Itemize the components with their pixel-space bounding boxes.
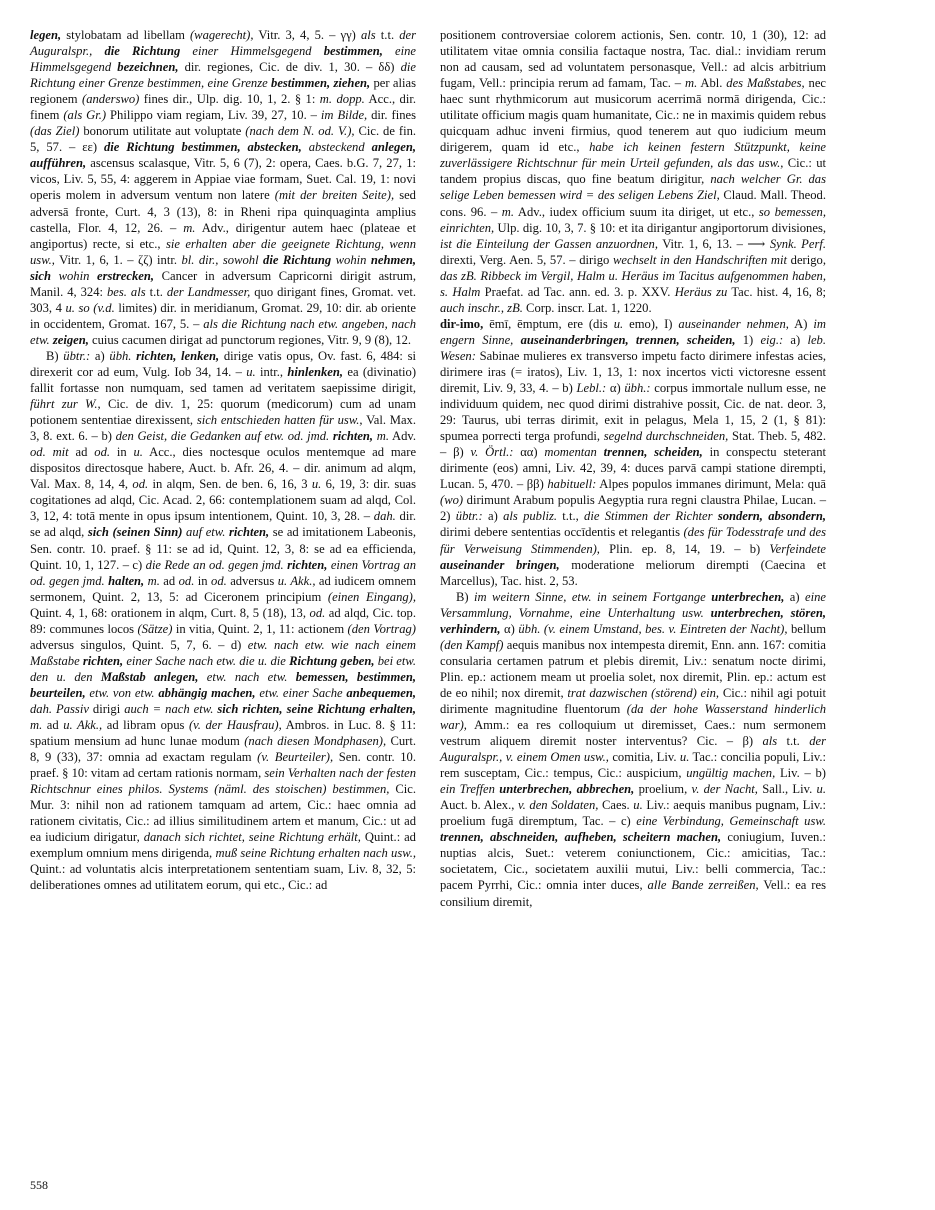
entry-paragraph-dirimo: dir-imo, ēmī, ēmptum, ere (dis u. emo), I) auseinander nehmen, A) im engern Sinne, auseinanderbringen, trennen, scheiden, 1) eig.: a) leb. Wesen: Sabinae mulieres ex transverso impetu facto dirimere infestas acies, dirimere iras (= iratos), Liv. 1, 13, 1: nox incertos victi victoresne essent diremit, Liv. 9, 33, 4. – b) Lebl.: α) übh.: corpus immortale nullum esse, ne individuum quidem, nec quod dirimi distrahive possit, Cic. de nat. deor. 3, 29: Taurus, ubi terras dirimit, exit in pelagus, Mela 1, 15, 2 (1, § 81): spumea porrecti terga profundi, segelnd durchschneiden, Stat. Theb. 5, 482. – β) v. Örtl.: αα) momentan trennen, scheiden, in conspectu steterant dirimente (eos) amni, Liv. 42, 39, 4: duces parvā campi statione dirempti, Lucan. 5, 470. – ββ) habituell: Alpes populos immanes dirimunt, Mela: quā (wo) dirimunt Arabum populis Aegyptia rura regni claustra Philae, Lucan. – 2) übtr.: a) als publiz. t.t., die Stimmen der Richter sondern, absondern, dirimi debere sententias occīdentis et relegantis (des für Todesstrafe und des für Verweisung Stimmenden), Plin. ep. 8, 14, 19. – b) Verfeindete auseinander bringen, moderatione meliorum dirempti (Caecina et Marcellus), Tac. hist. 2, 53. [440,316,827,588]
page-number: 558 [30,1178,48,1192]
entry-paragraph: legen, stylobatam ad libellam (wagerecht), Vitr. 3, 4, 5. – γγ) als t.t. der Auguralspr., die Richtung einer Himmelsgegend bestimmen, eine Himmelsgegend bezeichnen, dir. regiones, Cic. de div. 1, 30. – δδ) die Richtung einer Grenze bestimmen, eine Grenze bestimmen, ziehen, per alias regionem (anderswo) fines dir., Ulp. dig. 10, 1, 2. § 1: m. dopp. Acc., dir. finem (als Gr.) Philippo viam regiam, Liv. 39, 27, 10. – im Bilde, dir. fines (das Ziel) bonorum utilitate aut voluptate (nach dem N. od. V.), Cic. de fin. 5, 57. – εε) die Richtung bestimmen, abstecken, absteckend anlegen, aufführen, ascensus scalasque, Vitr. 5, 6 (7), 2: opera, Caes. b.G. 7, 27, 1: vicos, Liv. 5, 55, 4: aggerem in Appiae viae formam, Suet. Cal. 19, 1: novi operis molem in adversum ventum non latere (mit der breiten Seite), sed adversā fronte, Curt. 4, 3 (13), 8: in Rheni ripa quinquaginta amplius castella, Flor. 4, 12, 26. – m. Adv., dirigentur autem haec (plateae et angiportus) recte, si etc., sie erhalten aber die geeignete Richtung, wenn usw., Vitr. 1, 6, 1. – ζζ) intr. bl. dir., sowohl die Richtung wohin nehmen, sich wohin erstrecken, Cancer in adversum Capricorni dirigit astrum, Manil. 4, 324: bes. als t.t. der Landmesser, quo dirigant fines, Gromat. vet. 303, 4 u. so (v.d. limites) dir. in meridianum, Gromat. 29, 10: dir. ab oriente in occidentem, Gromat. 167, 5. – als die Richtung nach etw. angeben, nach etw. zeigen, cuius cacumen dirigat ad punctorum regiones, Vitr. 9, 9 (8), 12. [30,28,417,347]
entry-paragraph: positionem controversiae colorem actionis, Sen. contr. 10, 1 (30), 12: ad utilitatem vitae omnia consilia factaque nostra, Tac. dial.: invidiam rerum non ad causam, sed ad voluntatem personasque, Vell.: ad alcis arbitrium fugam, Vell.: principia rerum ad famam, Tac. – m. Abl. des Maßstabes, nec haec sunt rhythmicorum aut musicorum acerrimā normā dirigenda, Cic.: utilitate officium magis quam humanitate, Cic.: ne in maximis quidem rebus quicquam adhuc inveni firmius, quod tenerem aut quo iudicium meum dirigerem, quam id etc., habe ich keinen festern Stützpunkt, keine zuverlässigere Richtschnur für mein Urteil gefunden, als das usw., Cic.: ut tandem propius discas, quo fine beatum dirigitur, nach welcher Gr. das selige Leben bemessen wird = des seligen Lebens Ziel, Claud. Mall. Theod. cons. 96. – m. Adv., iudex officium suum ita diriget, ut etc., so bemessen, einrichten, Ulp. dig. 10, 3, 7. § 10: et ita dirigantur angiportorum divisiones, ist die Einteilung der Gassen anzuordnen, Vitr. 1, 6, 13. – ⟶ Synk. Perf. direxti, Verg. Aen. 5, 57. – dirigo wechselt in den Handschriften mit derigo, das zB. Ribbeck im Vergil, Halm u. Heräus im Tacitus aufgenommen haben, s. Halm Praefat. ad Tac. ann. ed. 3. p. XXV. Heräus zu Tac. hist. 4, 16, 8; auch inschr., zB. Corp. inscr. Lat. 1, 1220. [440,28,827,315]
right-column [440,27,826,910]
entry-paragraph: B) übtr.: a) übh. richten, lenken, dirige vatis opus, Ov. fast. 6, 484: si direxerit cor ad eum, Vulg. Iob 34, 14. – u. intr., hinlenken, ea (divinatio) fallit fortasse non numquam, sed tamen ad veritatem saepissime dirigit, führt zur W., Cic. de div. 1, 25: quorum (medicorum) cum ad unam potionem sententiae direxissent, sich entschieden hatten für usw., Val. Max. 3, 8. ext. 6. – b) den Geist, die Gedanken auf etw. od. jmd. richten, m. Adv. od. mit ad od. in u. Acc., dies noctesque oculos mentemque ad mare dispositos directosque habere, Auct. b. Afr. 26, 4. – dir. animum ad alqm, Val. Max. 8, 14, 4, od. in alqm, Sen. de ben. 6, 16, 3 u. 6, 19, 3: dir. suas cogitationes ad alqd, Cic. Acad. 2, 66: contemplationem suam ad alqd, Col. 3, 12, 4: totā mente in opus ipsum intentionem, Quint. 10, 3, 28. – dah. dir. se ad alqd, sich (seinen Sinn) auf etw. richten, se ad imitationem Labeonis, Sen. contr. 10. praef. § 11: se ad id, Quint. 12, 3, 8: se ad ea efficienda, Quint. 10, 1, 127. – c) die Rede an od. gegen jmd. richten, einen Vortrag an od. gegen jmd. halten, m. ad od. in od. adversus u. Akk., ad iudicem omnem sermonem, Quint. 2, 13, 5: ad Ciceronem principium (einen Eingang), Quint. 4, 1, 68: orationem in alqm, Curt. 8, 5 (18), 13, od. ad alqd, Cic. top. 89: communes locos (Sätze) in vitia, Quint. 2, 1, 11: actionem (den Vortrag) adversus singulos, Quint. 5, 7, 6. – d) etw. nach etw. wie nach einem Maßstabe richten, einer Sache nach etw. die u. die Richtung geben, bei etw. den u. den Maßstab anlegen, etw. nach etw. bemessen, bestimmen, beurteilen, etw. von etw. abhängig machen, etw. einer Sache anbequemen, dah. Passiv dirigi auch = nach etw. sich richten, seine Richtung erhalten, m. ad u. Akk., ad libram opus (v. der Hausfrau), Ambros. in Luc. 8. § 11: spatium mensium ad hunc lunae modum (nach diesen Mondphasen), Curt. 8, 9 (33), 37: omnia ad exactam regulam (v. Beurteiler), Sen. contr. 10. praef. § 10: vitam ad certam rationis normam, sein Verhalten nach der festen Richtschnur eines philos. Systems (näml. des stoischen) bestimmen, Cic. Mur. 3: nihil non ad rationem tamquam ad artem, Cic.: haec omnia ad rationem civitatis, Cic.: ad illius similitudinem artem et manum, Cic.: ut ad ea iudicium dirigatur, danach sich richtet, seine Richtung erhält, Quint.: ad exemplum omnium mens dirigenda, muß seine Richtung erhalten nach usw., Quint.: ad voluntatis alcis interpretationem sententiam suam, Liv. 8, 32, 5: deliberationes omnes ad utilitatem eorum, qui etc., Cic.: ad [30,348,417,893]
left-column [30,27,416,894]
entry-paragraph: B) im weitern Sinne, etw. in seinem Fortgange unterbrechen, a) eine Versammlung, Vornahme, eine Unterhaltung usw. unterbrechen, stören, verhindern, α) übh. (v. einem Umstand, bes. v. Eintreten der Nacht), bellum (den Kampf) aequis manibus nox intempesta diremit, Enn. ann. 167: comitia consularia certamen patrum et plebis diremit, Liv.: senatum nocte dirimi, Plin. ep.: actionem meam ut proelia solet, nox diremit, Plin. ep.: actum est de eo nihil; nox diremit, trat dazwischen (störend) ein, Cic.: nihil agi potuit dirimente magnitudine fluentorum (da der hohe Wasserstand hinderlich war), Amm.: ea res colloquium ut diremisset, Caes.: num sermonem vestrum aliquem diremit noster interventus? Cic. – β) als t.t. der Auguralspr., v. einem Omen usw., comitia, Liv. u. Tac.: concilia populi, Liv.: rem susceptam, Cic.: tempus, Cic.: auspicium, ungültig machen, Liv. – b) ein Treffen unterbrechen, abbrechen, proelium, v. der Nacht, Sall., Liv. u. Auct. b. Alex., v. den Soldaten, Caes. u. Liv.: aequis manibus pugnam, Liv.: proelium fugā diremptum, Tac. – c) eine Verbindung, Gemeinschaft usw. trennen, abschneiden, aufheben, scheitern machen, coniugium, Iuven.: nuptias alcis, Suet.: veterem coniunctionem, Cic.: amicitias, Tac.: societatem, Cic., societatem auxilii mutui, Liv.: belli commercia, Tac.: pacem Pyrrhi, Cic.: omnia inter duces, alle Bande zerreißen, Vell.: ea res consilium diremit, [440,589,826,909]
